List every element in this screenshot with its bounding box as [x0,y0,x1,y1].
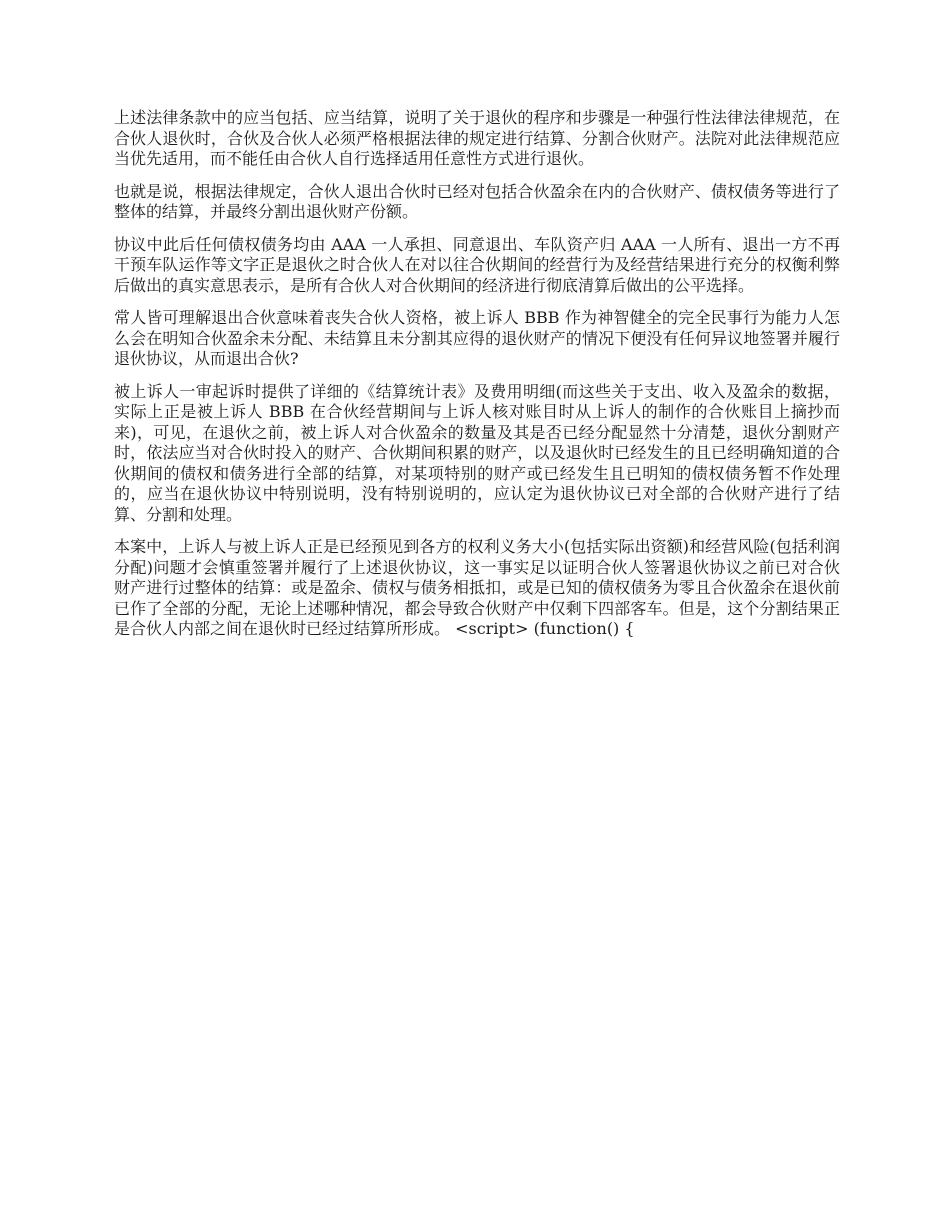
document-page [114,108,840,652]
paragraph-6: 本案中，上诉人与被上诉人正是已经预见到各方的权利义务大小(包括实际出资额)和经营风险(包括利润分配)问题才会慎重签署并履行了上述退伙协议，这一事实足以证明合伙人签署退伙协议之前已对合伙财产进行过整体的结算：或是盈余、债权与债务相抵扣，或是已知的债权债务为零且合伙盈余在退伙前已作了全部的分配，无论上述哪种情况，都会导致合伙财产中仅剩下四部客车。但是，这个分割结果正是合伙人内部之间在退伙时已经过结算所形成。 <script> (function() { [114,537,840,638]
paragraph-4: 常人皆可理解退出合伙意味着丧失合伙人资格，被上诉人 BBB 作为神智健全的完全民事行为能力人怎么会在明知合伙盈余未分配、未结算且未分割其应得的退伙财产的情况下便没有任何异议地签署并履行退伙协议，从而退出合伙? [114,308,840,368]
paragraph-2: 也就是说，根据法律规定，合伙人退出合伙时已经对包括合伙盈余在内的合伙财产、债权债务等进行了整体的结算，并最终分割出退伙财产份额。 [114,181,840,221]
paragraph-1: 上述法律条款中的应当包括、应当结算，说明了关于退伙的程序和步骤是一种强行性法律法律规范，在合伙人退伙时，合伙及合伙人必须严格根据法律的规定进行结算、分割合伙财产。法院对此法律规范应当优先适用，而不能任由合伙人自行选择适用任意性方式进行退伙。 [114,108,840,168]
paragraph-3: 协议中此后任何债权债务均由 AAA 一人承担、同意退出、车队资产归 AAA 一人所有、退出一方不再干预车队运作等文字正是退伙之时合伙人在对以往合伙期间的经营行为及经营结果进行充分的权衡利弊后做出的真实意思表示，是所有合伙人对合伙期间的经济进行彻底清算后做出的公平选择。 [114,234,840,295]
paragraph-5: 被上诉人一审起诉时提供了详细的《结算统计表》及费用明细(而这些关于支出、收入及盈余的数据，实际上正是被上诉人 BBB 在合伙经营期间与上诉人核对账目时从上诉人的制作的合伙账目上摘抄而来)，可见，在退伙之前，被上诉人对合伙盈余的数量及其是否已经分配显然十分清楚，退伙分割财产时，依法应当对合伙时投入的财产、合伙期间积累的财产，以及退伙时已经发生的且已经明确知道的合伙期间的债权和债务进行全部的结算，对某项特别的财产或已经发生且已明知的债权债务暂不作处理的，应当在退伙协议中特别说明，没有特别说明的，应认定为退伙协议已对全部的合伙财产进行了结算、分割和处理。 [114,381,840,524]
